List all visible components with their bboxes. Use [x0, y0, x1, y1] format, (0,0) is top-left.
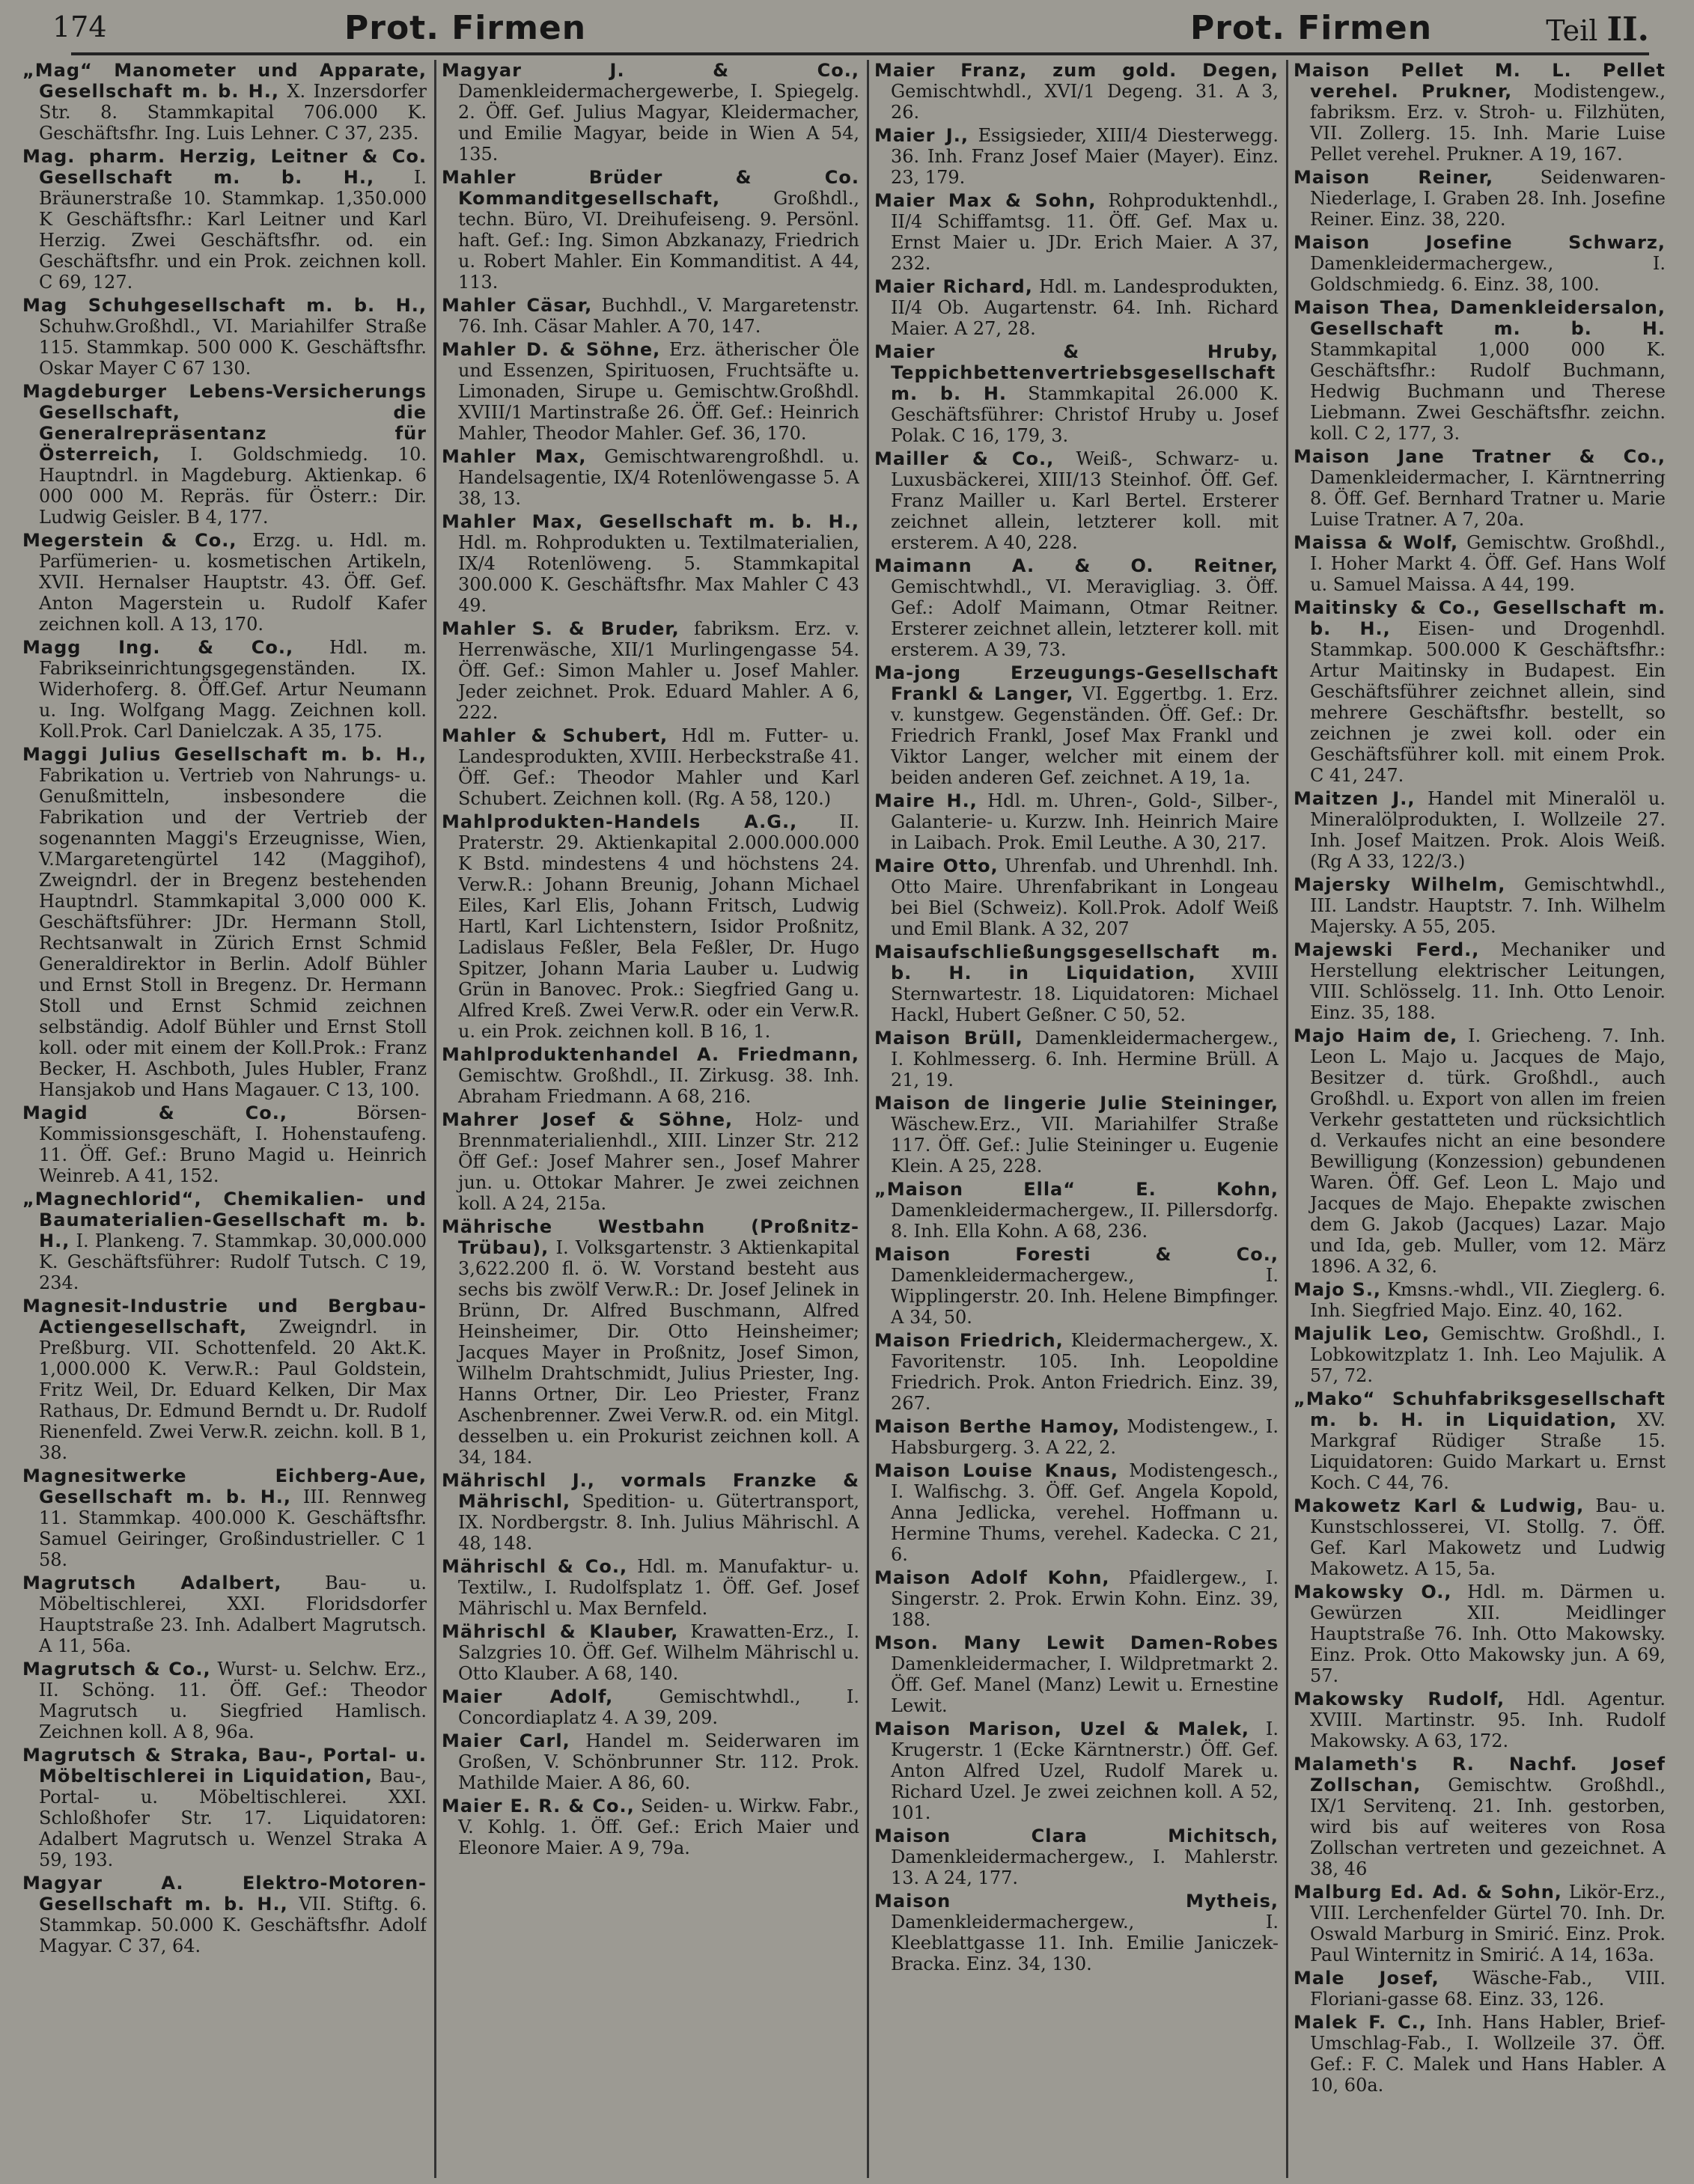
- entry-details: I. Bräunerstraße 10. Stammkap. 1,350.000 K Geschäftsfhr.: Karl Leitner und Karl Herzig. Zwei Geschäftsfhr. od. ein Geschäftsfhr. und ein Prok. zeichnen koll. C 69, 127.: [39, 167, 427, 293]
- firm-name: Mahrer Josef & Söhne,: [442, 1109, 734, 1130]
- column-2: [442, 60, 859, 2178]
- firm-name: Magg Ing. & Co.,: [22, 637, 294, 658]
- firm-name: Maison Berthe Hamoy,: [874, 1416, 1121, 1437]
- directory-entry: [442, 725, 859, 809]
- directory-entry: [1294, 232, 1666, 295]
- entry-details: Modistengew., I. Habsburgerg. 3. A 22, 2.: [891, 1416, 1279, 1458]
- firm-name: Magyar J. & Co.,: [442, 60, 859, 81]
- directory-entry: [1294, 874, 1666, 937]
- firm-name: Maire H.,: [874, 790, 978, 811]
- entry-details: Holz- und Brennmaterialienhdl., XIII. Linzer Str. 212 Öff Gef.: Josef Mahrer sen., Josef Mahrer jun. u. Ottokar Mahrer. Je zwei zeichnen koll. A 24, 215a.: [458, 1109, 859, 1214]
- entry-details: XVIII Sternwartestr. 18. Liquidatoren: Michael Hackl, Hubert Geßner. C 50, 52.: [891, 963, 1279, 1025]
- firm-name: Maitinsky & Co., Gesellschaft m. b. H.,: [1294, 597, 1666, 639]
- entry-details: X. Inzersdorfer Str. 8. Stammkapital 706.000 K. Geschäftsfhr. Ing. Luis Lehner. C 37, 235.: [39, 81, 427, 144]
- entry-details: Gemischtwhdl., III. Landstr. Hauptstr. 7. Inh. Wilhelm Majersky. A 55, 205.: [1310, 874, 1666, 937]
- directory-entry: [1294, 1968, 1666, 2010]
- entry-details: Hdl. m. Fabrikseinrichtungsgegenständen. IX. Widerhoferg. 8. Öff.Gef. Artur Neumann u. Ing. Wolfgang Magg. Zeichnen koll. Koll.Prok. Carl Danielczak. A 35, 175.: [39, 637, 427, 742]
- entry-details: Modistengew., fabriksm. Erz. v. Stroh- u. Filzhüten, VII. Zollerg. 15. Inh. Marie Luise Pellet verehel. Prukner. A 19, 167.: [1310, 81, 1666, 165]
- firm-name: Maison Clara Michitsch,: [874, 1825, 1279, 1846]
- directory-entry: [442, 1470, 859, 1554]
- directory-entry: [1294, 60, 1666, 165]
- firm-name: Megerstein & Co.,: [22, 530, 237, 551]
- directory-entry: [22, 1102, 427, 1186]
- entry-details: Buchhdl., V. Margaretenstr. 76. Inh. Cäsar Mahler. A 70, 147.: [458, 295, 859, 337]
- entry-details: Essigsieder, XIII/4 Diesterwegg. 36. Inh. Franz Josef Maier (Mayer). Einz. 23, 179.: [891, 125, 1279, 188]
- directory-entry: [442, 1216, 859, 1468]
- running-head-left: Prot. Firmen: [344, 9, 587, 47]
- directory-entry: [442, 1044, 859, 1107]
- entry-details: Damenkleidermachergewerbe, I. Spiegelg. 2. Öff. Gef. Julius Magyar, Kleidermacher, und Emilie Magyar, beide in Wien A 54, 135.: [458, 81, 859, 165]
- directory-entry: [874, 555, 1279, 660]
- entry-details: Gemischtwhdl., I. Concordiaplatz 4. A 39, 209.: [458, 1686, 859, 1728]
- entry-details: Erzg. u. Hdl. m. Parfümerien- u. kosmetischen Artikeln, XVII. Hernalser Hauptstr. 43. Öff. Gef. Anton Magerstein u. Rudolf Kafer zeichnen koll. A 13, 170.: [39, 530, 427, 635]
- firm-name: Mährische Westbahn (Proßnitz-Trübau),: [442, 1216, 859, 1258]
- part-label-text: Teil: [1546, 14, 1598, 47]
- entry-details: Stammkapital 1,000 000 K. Geschäftsfhr.: Rudolf Buchmann, Hedwig Buchmann und Therese Liebmann. Zwei Geschäftsfhr. zeichn. koll. C 2, 177, 3.: [1310, 339, 1666, 444]
- firm-name: Magyar A. Elektro-Motoren-Gesellschaft m. b. H.,: [22, 1873, 427, 1915]
- directory-entry: [874, 790, 1279, 853]
- entry-details: Damenkleidermacher, I. Kärntnerring 8. Öff. Gef. Bernhard Tratner u. Marie Luise Tratner. A 7, 20a.: [1310, 467, 1666, 530]
- firm-name: Maison Louise Knaus,: [874, 1460, 1119, 1481]
- firm-name: Maison Friedrich,: [874, 1330, 1064, 1351]
- directory-entry: [22, 530, 427, 635]
- entry-details: Bau-, Portal- u. Möbeltischlerei. XXI. Schloßhofer Str. 17. Liquidatoren: Adalbert Magrutsch u. Wenzel Straka A 59, 193.: [39, 1766, 427, 1870]
- directory-entry: [1294, 1754, 1666, 1879]
- entry-details: fabriksm. Erz. v. Herrenwäsche, XII/1 Murlingengasse 54. Öff. Gef.: Simon Mahler u. Josef Mahler. Jeder zeichnet. Prok. Eduard Mahler. A 6, 222.: [458, 618, 859, 723]
- firm-name: Makowsky O.,: [1294, 1581, 1452, 1602]
- directory-entry: [874, 1416, 1279, 1458]
- entry-details: Bau- u. Möbeltischlerei, XXI. Floridsdorfer Hauptstraße 23. Inh. Adalbert Magrutsch. A 11, 56a.: [39, 1573, 427, 1656]
- directory-entry: [442, 1796, 859, 1858]
- entry-details: I. Plankeng. 7. Stammkap. 30,000.000 K. Geschäftsführer: Rudolf Tutsch. C 19, 234.: [39, 1230, 427, 1293]
- entry-details: Großhdl., techn. Büro, VI. Dreihufeiseng. 9. Persönl. haft. Gef.: Ing. Simon Abzkanazy, Friedrich u. Robert Mahler. Ein Kommanditist. A 44, 113.: [458, 188, 859, 293]
- firm-name: Mailler & Co.,: [874, 448, 1055, 469]
- entry-details: II. Praterstr. 29. Aktienkapital 2.000.000.000 K Bstd. mindestens 4 und höchstens 24. Verw.R.: Johann Breunig, Johann Michael Eiles, Karl Elis, Johann Fritsch, Ludwig Hartl, Karl Lichtenstern, Isidor Proßnitz, Ladislaus Feßler, Bela Feßler, Dr. Hugo Spitzer, Johann Maria Lauber u. Ludwig Grün in Banovec. Prok.: Siegfried Gang u. Alfred Kreß. Zwei Verw.R. oder ein Verw.R. u. ein Prok. zeichnen koll. B 16, 1.: [458, 811, 859, 1042]
- firm-name: Majewski Ferd.,: [1294, 939, 1480, 960]
- firm-name: Mson. Many Lewit Damen-Robes: [874, 1632, 1279, 1653]
- directory-entry: [874, 341, 1279, 446]
- firm-name: Maier Max & Sohn,: [874, 190, 1097, 211]
- entry-details: Damenkleidermachergew., I. Goldschmiedg. 6. Einz. 38, 100.: [1310, 253, 1666, 295]
- entry-details: Rohproduktenhdl., II/4 Schiffamtsg. 11. Öff. Gef. Max u. Ernst Maier u. JDr. Erich Maier. A 37, 232.: [891, 190, 1279, 274]
- directory-entry: [874, 60, 1279, 123]
- directory-entry: [1294, 939, 1666, 1023]
- firm-name: Maier Franz, zum gold. Degen,: [874, 60, 1279, 81]
- entry-details: Hdl. m. Manufaktur- u. Textilw., I. Rudolfsplatz 1. Öff. Gef. Josef Mährischl u. Max Bernfeld.: [458, 1556, 859, 1619]
- entry-details: Kmsns.-whdl., VII. Zieglerg. 6. Inh. Siegfried Majo. Einz. 40, 162.: [1310, 1279, 1666, 1321]
- firm-name: Magdeburger Lebens-Versicherungs Gesellschaft, die Generalrepräsentanz für Österreich,: [22, 381, 427, 465]
- entry-details: Uhrenfab. und Uhrenhdl. Inh. Otto Maire. Uhrenfabrikant in Longeau bei Biel (Schweiz). Koll.Prok. Adolf Weiß und Emil Blank. A 32, 207: [891, 855, 1279, 939]
- entry-details: VII. Stiftg. 6. Stammkap. 50.000 K. Geschäftsfhr. Adolf Magyar. C 37, 64.: [39, 1894, 427, 1956]
- entry-details: Seidenwaren-Niederlage, I. Graben 28. Inh. Josefine Reiner. Einz. 38, 220.: [1310, 167, 1666, 230]
- directory-entry: [442, 295, 859, 337]
- entry-details: Weiß-, Schwarz- u. Luxusbäckerei, XIII/13 Steinhof. Öff. Gef. Franz Mailler u. Karl Bertel. Ersterer zeichnet allein, letzterer koll. mit ersterem. A 40, 228.: [891, 448, 1279, 553]
- entry-details: Damenkleidermachergew., I. Mahlerstr. 13. A 24, 177.: [891, 1846, 1279, 1888]
- firm-name: Magnesit-Industrie und Bergbau-Actiengesellschaft,: [22, 1296, 427, 1337]
- entry-details: Damenkleidermachergew., II. Pillersdorfg. 8. Inh. Ella Kohn. A 68, 236.: [891, 1200, 1279, 1242]
- entry-details: Seiden- u. Wirkw. Fabr., V. Kohlg. 1. Öff. Gef.: Erich Maier und Eleonore Maier. A 9, 79a.: [458, 1796, 859, 1858]
- column-3: [874, 60, 1279, 2178]
- firm-name: Magrutsch & Straka, Bau-, Portal- u. Möbeltischlerei in Liquidation,: [22, 1745, 427, 1787]
- directory-entry: [874, 1093, 1279, 1177]
- entry-details: Handel mit Mineralöl u. Mineralölprodukten, I. Wollzeile 27. Inh. Josef Maitzen. Prok. Alois Weiß. (Rg A 33, 122/3.): [1310, 788, 1666, 872]
- part-label: [1546, 10, 1649, 49]
- directory-entry: [874, 125, 1279, 188]
- firm-name: Mahler S. & Bruder,: [442, 618, 680, 639]
- firm-name: Mahler Brüder & Co. Kommanditgesellschaft,: [442, 167, 859, 209]
- directory-entry: [442, 1621, 859, 1684]
- entry-details: Wäsche-Fab., VIII. Floriani-gasse 68. Einz. 33, 126.: [1310, 1968, 1666, 2010]
- header-rule: [71, 52, 1649, 55]
- directory-entry: [442, 60, 859, 165]
- directory-entry: [22, 1465, 427, 1570]
- firm-name: Majo Haim de,: [1294, 1025, 1458, 1046]
- firm-name: Majersky Wilhelm,: [1294, 874, 1506, 895]
- entry-details: Hdl. m. Rohprodukten u. Textilmaterialien, IX/4 Rotenlöweng. 5. Stammkapital 300.000 K. Geschäftsfhr. Max Mahler C 43 49.: [458, 532, 859, 616]
- firm-name: Mahler Cäsar,: [442, 295, 593, 316]
- directory-entry: [874, 1460, 1279, 1565]
- firm-name: Ma-jong Erzeugungs-Gesellschaft Frankl & Langer,: [874, 662, 1279, 704]
- firm-name: Magrutsch & Co.,: [22, 1659, 211, 1680]
- directory-entry: [442, 618, 859, 723]
- page-number: 174: [52, 10, 107, 43]
- directory-entry: [442, 511, 859, 616]
- entry-details: Damenkleidermacher, I. Wildpretmarkt 2. Öff. Gef. Manel (Manz) Lewit u. Ernestine Lewit.: [891, 1653, 1279, 1716]
- directory-entry: [874, 1718, 1279, 1823]
- directory-entry: [874, 190, 1279, 274]
- directory-entry: [874, 1179, 1279, 1242]
- firm-name: Majulik Leo,: [1294, 1323, 1431, 1344]
- page-header: [52, 6, 1649, 51]
- entry-details: Gemischtwhdl., XVI/1 Degeng. 31. A 3, 26.: [891, 81, 1279, 123]
- part-number: II.: [1606, 10, 1649, 49]
- entry-details: I. Goldschmiedg. 10. Hauptndrl. in Magdeburg. Aktienkap. 6 000 000 M. Repräs. für Österr.: Dir. Ludwig Geisler. B 4, 177.: [39, 444, 427, 528]
- entry-details: I. Volksgartenstr. 3 Aktienkapital 3,622.200 fl. ö. W. Vorstand besteht aus sechs bis zwölf Verw.R.: Dr. Josef Jelinek in Brünn, Dr. Alfred Buschmann, Alfred Heinsheimer, Dir. Otto Heinsheimer; Jacques Mayer in Proßnitz, Josef Simon, Wilhelm Drahtschmidt, Julius Priester, Ing. Hanns Ortner, Dir. Leo Priester, Franz Aschenbrenner. Zwei Verw.R. od. ein Mitgl. desselben u. ein Prokurist zeichnen koll. A 34, 184.: [458, 1237, 859, 1468]
- directory-entry: [874, 1330, 1279, 1414]
- firm-name: Maison Pellet M. L. Pellet verehel. Prukner,: [1294, 60, 1666, 102]
- directory-entry: [442, 339, 859, 444]
- entry-details: Gemischtw. Großhdl., IX/1 Servitenq. 21. Inh. gestorben, wird bis auf weiteres von Rosa Zollschan vertreten und gezeichnet. A 38, 46: [1310, 1775, 1666, 1879]
- firm-name: Mag Schuhgesellschaft m. b. H.,: [22, 295, 427, 316]
- entry-details: Börsen-Kommissionsgeschäft, I. Hohenstaufeng. 11. Öff. Gef.: Bruno Magid u. Heinrich Weinreb. A 41, 152.: [39, 1102, 427, 1186]
- entry-details: Hdl. m. Därmen u. Gewürzen XII. Meidlinger Hauptstraße 76. Inh. Otto Makowsky. Einz. Prok. Otto Makowsky jun. A 69, 57.: [1310, 1581, 1666, 1686]
- firm-name: Malek F. C.,: [1294, 2012, 1427, 2033]
- directory-entry: [22, 744, 427, 1100]
- entry-details: Wurst- u. Selchw. Erz., II. Schöng. 11. Öff. Gef.: Theodor Magrutsch u. Siegfried Hamlisch. Zeichnen koll. A 8, 96a.: [39, 1659, 427, 1742]
- directory-entry: [874, 942, 1279, 1025]
- directory-entry: [874, 1632, 1279, 1716]
- firm-name: Maison Adolf Kohn,: [874, 1567, 1110, 1588]
- entry-details: Krawatten-Erz., I. Salzgries 10. Öff. Gef. Wilhelm Mährischl u. Otto Klauber. A 68, 140.: [458, 1621, 859, 1684]
- entry-details: Hdl. m. Uhren-, Gold-, Silber-, Galanterie- u. Kurzw. Inh. Heinrich Maire in Laibach. Prok. Emil Leuthe. A 30, 217.: [891, 790, 1279, 853]
- entry-details: Likör-Erz., VIII. Lerchenfelder Gürtel 70. Inh. Dr. Oswald Marburg in Smirić. Einz. Prok. Paul Winternitz in Smirić. A 14, 163a.: [1310, 1882, 1666, 1965]
- firm-name: Maier J.,: [874, 125, 969, 146]
- running-head-right: Prot. Firmen: [1190, 9, 1433, 47]
- entry-details: Eisen- und Drogenhdl. Stammkap. 500.000 K Geschäftsfhr.: Artur Maitinsky in Budapest. Ein Geschäftsführer zeichnet allein, sind mehrere Geschäftsfhr. bestellt, so zeichnen je zwei koll. oder ein Geschäftsführer koll. mit einem Prok. C 41, 247.: [1310, 618, 1666, 786]
- entry-details: Gemischtw. Großhdl., I. Hoher Markt 4. Öff. Gef. Hans Wolf u. Samuel Maissa. A 44, 199.: [1310, 532, 1666, 595]
- firm-name: Mahler Max, Gesellschaft m. b. H.,: [442, 511, 859, 532]
- entry-details: Kleidermachergew., X. Favoritenstr. 105. Inh. Leopoldine Friedrich. Prok. Anton Friedrich. Einz. 39, 267.: [891, 1330, 1279, 1414]
- firm-name: Maison Mytheis,: [874, 1891, 1279, 1912]
- entry-details: Modistengesch., I. Walfischg. 3. Öff. Gef. Angela Kopold, Anna Jedlicka, verehel. Hoffmann u. Hermine Thums, verehel. Kadecka. C 21, 6.: [891, 1460, 1279, 1565]
- firm-name: „Mako“ Schuhfabriksgesellschaft m. b. H. in Liquidation,: [1294, 1388, 1666, 1430]
- entry-details: Spedition- u. Gütertransport, IX. Nordbergstr. 8. Inh. Julius Mährischl. A 48, 148.: [458, 1491, 859, 1554]
- firm-name: Majo S.,: [1294, 1279, 1382, 1300]
- firm-name: Magid & Co.,: [22, 1102, 288, 1123]
- directory-entry: [1294, 446, 1666, 530]
- entry-details: Gemischtwarengroßhdl. u. Handelsagentie, IX/4 Rotenlöwengasse 5. A 38, 13.: [458, 446, 859, 509]
- directory-entry: [22, 295, 427, 379]
- directory-entry: [442, 446, 859, 509]
- entry-details: Damenkleidermachergew., I. Wipplingerstr. 20. Inh. Helene Bimpfinger. A 34, 50.: [891, 1265, 1279, 1328]
- directory-entry: [874, 1244, 1279, 1328]
- firm-name: Maison Marison, Uzel & Malek,: [874, 1718, 1250, 1739]
- directory-entry: [874, 1028, 1279, 1091]
- firm-name: Maitzen J.,: [1294, 788, 1416, 809]
- firm-name: Maison Josefine Schwarz,: [1294, 232, 1666, 253]
- firm-name: Maier E. R. & Co.,: [442, 1796, 635, 1817]
- entry-details: Damenkleidermachergew., I. Kohlmesserg. 6. Inh. Hermine Brüll. A 21, 19.: [891, 1028, 1279, 1091]
- firm-name: Male Josef,: [1294, 1968, 1439, 1989]
- directory-entry: [442, 1109, 859, 1214]
- entry-details: Damenkleidermachergew., I. Kleeblattgasse 11. Inh. Emilie Janiczek-Bracka. Einz. 34, 130.: [891, 1912, 1279, 1974]
- firm-name: Mahler & Schubert,: [442, 725, 668, 746]
- directory-entry: [1294, 1025, 1666, 1277]
- entry-details: I. Krugerstr. 1 (Ecke Kärntnerstr.) Öff. Gef. Anton Alfred Uzel, Rudolf Marek u. Richard Uzel. Je zwei zeichnen koll. A 52, 101.: [891, 1718, 1279, 1823]
- entry-details: Gemischtw. Großhdl., I. Lobkowitzplatz 1. Inh. Leo Majulik. A 57, 72.: [1310, 1323, 1666, 1386]
- directory-entry: [874, 662, 1279, 788]
- firm-name: Magnesitwerke Eichberg-Aue, Gesellschaft m. b. H.,: [22, 1465, 427, 1507]
- entry-details: Zweigndrl. in Preßburg. VII. Schottenfeld. 20 Akt.K. 1,000.000 K. Verw.R.: Paul Goldstein, Fritz Weil, Dr. Eduard Kelken, Dir Max Rathaus, Dr. Edmund Berndt u. Dr. Rudolf Rienenfeld. Zwei Verw.R. zeichn. koll. B 1, 38.: [39, 1317, 427, 1463]
- directory-entry: [874, 276, 1279, 339]
- firm-name: Mahler D. & Söhne,: [442, 339, 661, 360]
- firm-name: Maier Carl,: [442, 1730, 570, 1751]
- firm-name: Mahlprodukten-Handels A.G.,: [442, 811, 798, 832]
- directory-entry: [442, 1686, 859, 1728]
- firm-name: Maier Richard,: [874, 276, 1033, 297]
- firm-name: Maimann A. & O. Reitner,: [874, 555, 1279, 576]
- firm-name: Makowetz Karl & Ludwig,: [1294, 1495, 1585, 1516]
- firm-name: „Magnechlorid“, Chemikalien- und Baumaterialien-Gesellschaft m. b. H.,: [22, 1189, 427, 1251]
- entry-details: VI. Eggertbg. 1. Erz. v. kunstgew. Gegenständen. Öff. Gef.: Dr. Friedrich Frankl, Josef Max Frankl und Viktor Langer, welcher mit einem der beiden anderen Gef. zeichnet. A 19, 1a.: [891, 683, 1279, 788]
- directory-entry: [1294, 597, 1666, 786]
- firm-name: Makowsky Rudolf,: [1294, 1689, 1505, 1709]
- firm-name: Maisaufschließungsgesellschaft m. b. H. in Liquidation,: [874, 942, 1279, 983]
- directory-entry: [1294, 1495, 1666, 1579]
- directory-entry: [442, 1556, 859, 1619]
- entry-details: III. Rennweg 11. Stammkap. 400.000 K. Geschäftsfhr. Samuel Geiringer, Großindustrieller. C 1 58.: [39, 1486, 427, 1570]
- entry-details: Bau- u. Kunstschlosserei, VI. Stollg. 7. Öff. Gef. Karl Makowetz und Ludwig Makowetz. A 15, 5a.: [1310, 1495, 1666, 1579]
- firm-name: Mährischl & Co.,: [442, 1556, 628, 1577]
- entry-details: Wäschew.Erz., VII. Mariahilfer Straße 117. Öff. Gef.: Julie Steininger u. Eugenie Klein. A 25, 228.: [891, 1114, 1279, 1177]
- firm-name: Mahler Max,: [442, 446, 587, 467]
- directory-entry: [874, 1825, 1279, 1888]
- entry-details: Gemischtwhdl., VI. Meravigliag. 3. Öff. Gef.: Adolf Maimann, Otmar Reitner. Ersterer zeichnet allein, letzterer koll. mit ersterem. A 39, 73.: [891, 576, 1279, 660]
- directory-entry: [874, 1891, 1279, 1974]
- entry-details: Pfaidlergew., I. Singerstr. 2. Prok. Erwin Kohn. Einz. 39, 188.: [891, 1567, 1279, 1630]
- firm-name: Malameth's R. Nachf. Josef Zollschan,: [1294, 1754, 1666, 1796]
- entry-details: Hdl m. Futter- u. Landesprodukten, XVIII. Herbeckstraße 41. Öff. Gef.: Theodor Mahler und Karl Schubert. Zeichnen koll. (Rg. A 58, 120.): [458, 725, 859, 809]
- directory-entry: [22, 146, 427, 293]
- directory-entry: [1294, 532, 1666, 595]
- directory-entry: [1294, 1882, 1666, 1965]
- firm-name: Maison Reiner,: [1294, 167, 1494, 188]
- firm-name: Maggi Julius Gesellschaft m. b. H.,: [22, 744, 427, 765]
- directory-entry: [22, 1873, 427, 1956]
- entry-details: Mechaniker und Herstellung elektrischer Leitungen, VIII. Schlösselg. 11. Inh. Otto Lenoir. Einz. 35, 188.: [1310, 939, 1666, 1023]
- directory-entry: [22, 1745, 427, 1870]
- firm-name: Mährischl & Klauber,: [442, 1621, 679, 1642]
- directory-entry: [22, 1573, 427, 1656]
- firm-name: Maire Otto,: [874, 855, 999, 876]
- firm-name: Magrutsch Adalbert,: [22, 1573, 282, 1593]
- directory-entry: [22, 637, 427, 742]
- firm-name: „Maison Ella“ E. Kohn,: [874, 1179, 1279, 1200]
- entry-details: Fabrikation u. Vertrieb von Nahrungs- u. Genußmitteln, insbesondere die Fabrikation und der Vertrieb der sogenannten Maggi's Erzeugnisse, Wien, V.Margaretengürtel 142 (Maggihof), Zweigndrl. der in Bregenz bestehenden Hauptndrl. Stammkapital 3,000 000 K. Geschäftsführer: JDr. Hermann Stoll, Rechtsanwalt in Zürich Ernst Schmid Generaldirektor in Berlin. Adolf Bühler und Ernst Stoll in Bregenz. Dr. Hermann Stoll und Ernst Schmid zeichnen selbständig. Adolf Bühler und Ernst Stoll koll. oder mit einem der Koll.Prok.: Franz Becker, H. Aschboth, Jules Hubler, Franz Hansjakob und Hans Magauer. C 13, 100.: [39, 765, 427, 1100]
- firm-name: Maison Jane Tratner & Co.,: [1294, 446, 1666, 467]
- entry-details: I. Griecheng. 7. Inh. Leon L. Majo u. Jacques de Majo, Besitzer d. türk. Großhdl., auch Großhdl. u. Export von allen im freien Verkehr gestatteten und rücksichtlich d. Verkaufes nicht an eine besondere Bewilligung (Konzession) gebundenen Waren. Öff. Gef. Leon L. Majo und Jacques de Majo. Ehepakte zwischen dem G. Jakob (Jacques) Lazar. Majo und Ida, geb. Muller, vom 12. März 1896. A 32, 6.: [1310, 1025, 1666, 1277]
- directory-entry: [22, 1659, 427, 1742]
- entry-details: Erz. ätherischer Öle und Essenzen, Spirituosen, Fruchtsäfte u. Limonaden, Sirupe u. Gemischtw.Großhdl. XVIII/1 Martinstraße 26. Öff. Gef.: Heinrich Mahler, Theodor Mahler. Gef. 36, 170.: [458, 339, 859, 444]
- entry-details: Schuhw.Großhdl., VI. Mariahilfer Straße 115. Stammkap. 500 000 K. Geschäftsfhr. Oskar Mayer C 67 130.: [39, 316, 427, 379]
- directory-entry: [442, 1730, 859, 1793]
- directory-entry: [22, 381, 427, 528]
- directory-entry: [874, 855, 1279, 939]
- directory-entry: [1294, 1323, 1666, 1386]
- firm-name: Malburg Ed. Ad. & Sohn,: [1294, 1882, 1562, 1903]
- directory-entry: [1294, 167, 1666, 230]
- directory-entry: [874, 448, 1279, 553]
- directory-entry: [874, 1567, 1279, 1630]
- column-4: [1294, 60, 1666, 2178]
- firm-name: Maison de lingerie Julie Steininger,: [874, 1093, 1279, 1114]
- directory-entry: [442, 811, 859, 1042]
- directory-entry: [1294, 1689, 1666, 1751]
- directory-entry: [442, 167, 859, 293]
- directory-entry: [22, 1296, 427, 1463]
- directory-entry: [1294, 1388, 1666, 1493]
- entry-details: Handel m. Seiderwaren im Großen, V. Schönbrunner Str. 112. Prok. Mathilde Maier. A 86, 60.: [458, 1730, 859, 1793]
- directory-entry: [1294, 1581, 1666, 1686]
- firm-name: Mag. pharm. Herzig, Leitner & Co. Gesellschaft m. b. H.,: [22, 146, 427, 188]
- directory-entry: [1294, 297, 1666, 444]
- firm-name: Maier Adolf,: [442, 1686, 614, 1707]
- entry-details: Gemischtw. Großhdl., II. Zirkusg. 38. Inh. Abraham Friedmann. A 68, 216.: [458, 1065, 859, 1107]
- directory-entry: [22, 60, 427, 144]
- firm-name: Maison Thea, Damenkleidersalon, Gesellschaft m. b. H.: [1294, 297, 1666, 339]
- firm-name: Maison Foresti & Co.,: [874, 1244, 1279, 1265]
- firm-name: Maissa & Wolf,: [1294, 532, 1459, 553]
- firm-name: Mährischl J., vormals Franzke & Mährischl,: [442, 1470, 859, 1512]
- firm-name: Mahlproduktenhandel A. Friedmann,: [442, 1044, 859, 1065]
- entry-details: Inh. Hans Habler, Brief-Umschlag-Fab., I. Wollzeile 37. Öff. Gef.: F. C. Malek und Hans Habler. A 10, 60a.: [1310, 2012, 1666, 2096]
- directory-entry: [1294, 788, 1666, 872]
- entry-details: Hdl. Agentur. XVIII. Martinstr. 95. Inh. Rudolf Makowsky. A 63, 172.: [1310, 1689, 1666, 1751]
- directory-entry: [22, 1189, 427, 1293]
- firm-name: „Mag“ Manometer und Apparate, Gesellschaft m. b. H.,: [22, 60, 427, 102]
- firm-name: Maier & Hruby, Teppichbettenvertriebsgesellschaft m. b. H.: [874, 341, 1279, 404]
- directory-entry: [1294, 2012, 1666, 2096]
- columns-container: [22, 60, 1666, 2178]
- entry-details: XV. Markgraf Rüdiger Straße 15. Liquidatoren: Guido Markart u. Ernst Koch. C 44, 76.: [1310, 1409, 1666, 1493]
- directory-entry: [1294, 1279, 1666, 1321]
- entry-details: Hdl. m. Landesprodukten, II/4 Ob. Augartenstr. 64. Inh. Richard Maier. A 27, 28.: [891, 276, 1279, 339]
- entry-details: Stammkapital 26.000 K. Geschäftsführer: Christof Hruby u. Josef Polak. C 16, 179, 3.: [891, 383, 1279, 446]
- column-1: [22, 60, 427, 2178]
- firm-name: Maison Brüll,: [874, 1028, 1023, 1049]
